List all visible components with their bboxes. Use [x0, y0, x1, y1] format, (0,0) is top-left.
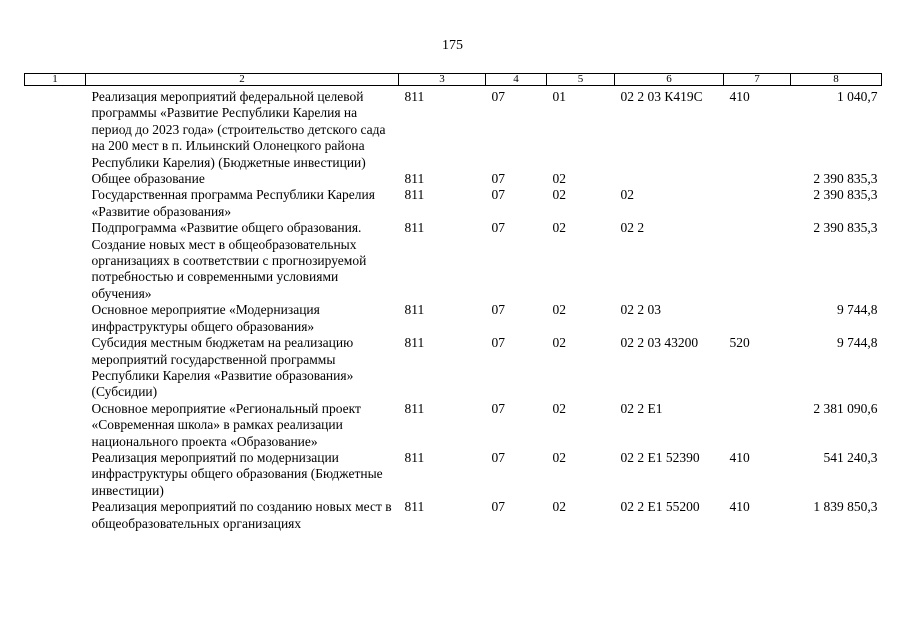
row-target-article-code: 02 2 03 К419С: [620, 89, 703, 104]
row-ministry-code: 811: [404, 220, 425, 236]
row-item-name: Подпрограмма «Развитие общего образования. Создание новых мест в общеобразовательных организациях в соответствии с прогнозируемой потребностью и современными условиями обучения»: [91, 220, 367, 301]
row-subsection-code: 02: [552, 220, 566, 236]
row-subsection-code: 02: [552, 335, 566, 351]
row-amount: 2 381 090,6: [813, 400, 878, 416]
table-row: [25, 171, 882, 187]
row-target-article-code: 02 2 Е1: [620, 400, 663, 416]
budget-table: [24, 73, 882, 532]
table-row: [25, 302, 882, 335]
row-target-article-code: 02 2 03 43200: [620, 335, 699, 351]
row-subsection-code: 02: [552, 187, 566, 203]
column-header-7: 7: [724, 74, 791, 86]
row-section-code: 07: [491, 499, 505, 515]
row-section-code: 07: [491, 171, 505, 187]
row-amount: 541 240,3: [823, 449, 878, 465]
row-target-article-code: 02 2: [620, 220, 645, 236]
column-header-1: 1: [25, 74, 86, 86]
row-expense-type-code: 520: [729, 335, 750, 351]
row-expense-type-code: [724, 220, 791, 302]
row-ministry-code: 811: [404, 499, 425, 515]
row-item-name: Основное мероприятие «Модернизация инфраструктуры общего образования»: [91, 302, 320, 334]
row-subsection-code: 02: [552, 400, 566, 416]
row-empty-cell: [25, 335, 86, 401]
row-ministry-code: 811: [404, 400, 425, 416]
row-section-code: 07: [491, 335, 505, 351]
row-subsection-code: 02: [552, 171, 566, 187]
row-amount: 1 839 850,3: [813, 499, 878, 515]
row-ministry-code: 811: [404, 335, 425, 351]
row-ministry-code: 811: [404, 187, 425, 203]
row-item-name: Реализация мероприятий по модернизации инфраструктуры общего образования (Бюджетные инвестиции): [91, 449, 383, 498]
column-header-4: 4: [486, 74, 547, 86]
row-ministry-code: 811: [404, 302, 425, 318]
column-header-3: 3: [399, 74, 486, 86]
row-expense-type-code: 410: [729, 499, 750, 515]
column-header-8: 8: [791, 74, 882, 86]
row-item-name: Основное мероприятие «Региональный проект «Современная школа» в рамках реализации национального проекта «Образование»: [91, 400, 361, 449]
table-row: [25, 401, 882, 450]
row-empty-cell: [25, 86, 86, 172]
row-expense-type-code: [724, 171, 791, 187]
row-section-code: 07: [491, 400, 505, 416]
row-amount: 1 040,7: [837, 89, 878, 104]
row-empty-cell: [25, 171, 86, 187]
row-target-article-code: 02: [620, 187, 634, 203]
row-empty-cell: [25, 401, 86, 450]
row-expense-type-code: 410: [729, 449, 750, 465]
row-empty-cell: [25, 499, 86, 532]
row-target-article-code: [615, 171, 724, 187]
row-item-name: Субсидия местным бюджетам на реализацию мероприятий государственной программы Республики Карелия «Развитие образования» (Субсидии): [91, 335, 354, 400]
row-amount: 2 390 835,3: [813, 220, 878, 236]
row-empty-cell: [25, 302, 86, 335]
column-header-2: 2: [86, 74, 399, 86]
table-row: [25, 187, 882, 220]
row-amount: 2 390 835,3: [813, 171, 878, 187]
row-target-article-code: 02 2 Е1 52390: [620, 449, 700, 465]
column-header-6: 6: [615, 74, 724, 86]
table-row: [25, 499, 882, 532]
row-target-article-code: 02 2 Е1 55200: [620, 499, 700, 515]
row-item-name: Реализация мероприятий федеральной целевой программы «Развитие Республики Карелия на период до 2023 года» (строительство детского сада на 200 мест в п. Ильинский Олонецкого района Республики Карелия) (Бюджетные инвестиции): [91, 89, 386, 170]
column-number-header-row: [25, 74, 882, 86]
table-row: [25, 450, 882, 499]
row-expense-type-code: [724, 401, 791, 450]
row-expense-type-code: [724, 302, 791, 335]
column-header-5: 5: [547, 74, 615, 86]
row-expense-type-code: 410: [729, 89, 750, 104]
row-section-code: 07: [491, 449, 505, 465]
table-row: [25, 220, 882, 302]
row-ministry-code: 811: [404, 449, 425, 465]
row-item-name: Реализация мероприятий по созданию новых мест в общеобразовательных организациях: [91, 499, 392, 531]
row-expense-type-code: [724, 187, 791, 220]
row-subsection-code: 02: [552, 302, 566, 318]
row-amount: 2 390 835,3: [813, 187, 878, 203]
row-empty-cell: [25, 450, 86, 499]
row-section-code: 07: [491, 302, 505, 318]
row-amount: 9 744,8: [837, 335, 878, 351]
row-target-article-code: 02 2 03: [620, 302, 661, 318]
row-section-code: 07: [491, 89, 505, 104]
row-subsection-code: 02: [552, 449, 566, 465]
row-empty-cell: [25, 220, 86, 302]
row-subsection-code: 02: [552, 499, 566, 515]
table-row: [25, 86, 882, 172]
page-number: 175: [442, 38, 463, 53]
row-item-name: Государственная программа Республики Карелия «Развитие образования»: [91, 187, 375, 219]
row-empty-cell: [25, 187, 86, 220]
row-item-name: Общее образование: [91, 171, 205, 187]
row-subsection-code: 01: [552, 89, 566, 104]
row-section-code: 07: [491, 187, 505, 203]
row-amount: 9 744,8: [837, 302, 878, 318]
row-ministry-code: 811: [404, 89, 425, 104]
row-ministry-code: 811: [404, 171, 425, 187]
row-section-code: 07: [491, 220, 505, 236]
table-row: [25, 335, 882, 401]
